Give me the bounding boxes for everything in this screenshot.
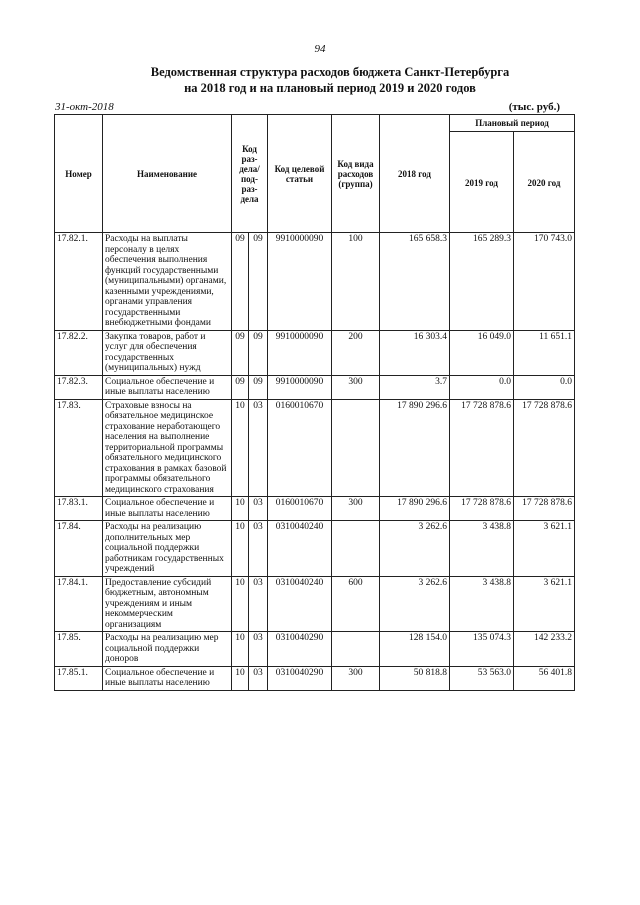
row-expense-type	[332, 399, 380, 497]
row-number: 17.83.	[55, 399, 103, 497]
document-date: 31-окт-2018	[55, 101, 114, 113]
row-value-2019: 3 438.8	[450, 521, 514, 577]
row-value-2018: 17 890 296.6	[380, 497, 450, 521]
table-row	[55, 399, 575, 497]
header-target-code: Код целевой статьи	[268, 115, 332, 233]
row-number: 17.82.3.	[55, 375, 103, 399]
header-planned-period: Плановый период	[450, 115, 575, 132]
row-section: 09	[232, 330, 249, 375]
row-value-2020: 17 728 878.6	[514, 399, 575, 497]
table-row	[55, 497, 575, 521]
row-number: 17.85.1.	[55, 666, 103, 690]
title-line-2: на 2018 год и на плановый период 2019 и 2020 годов	[184, 81, 476, 95]
header-year-2018: 2018 год	[380, 115, 450, 233]
row-expense-type: 100	[332, 233, 380, 331]
row-value-2018: 50 818.8	[380, 666, 450, 690]
row-subsection: 09	[249, 375, 268, 399]
row-expense-type: 300	[332, 375, 380, 399]
header-number: Номер	[55, 115, 103, 233]
row-section: 10	[232, 576, 249, 632]
row-target-code: 9910000090	[268, 233, 332, 331]
row-value-2018: 3 262.6	[380, 576, 450, 632]
row-value-2018: 17 890 296.6	[380, 399, 450, 497]
row-value-2018: 16 303.4	[380, 330, 450, 375]
header-expense-type-code: Код вида расходов (группа)	[332, 115, 380, 233]
header-section-code: Код раз-дела/ под-раз-дела	[232, 115, 268, 233]
row-subsection: 03	[249, 632, 268, 667]
row-section: 10	[232, 399, 249, 497]
row-name: Закупка товаров, работ и услуг для обеспечения государственных (муниципальных) нужд	[103, 330, 232, 375]
table-row	[55, 375, 575, 399]
row-subsection: 03	[249, 666, 268, 690]
units-label: (тыс. руб.)	[508, 101, 560, 113]
table-row	[55, 632, 575, 667]
row-subsection: 03	[249, 399, 268, 497]
row-expense-type: 600	[332, 576, 380, 632]
row-target-code: 0160010670	[268, 497, 332, 521]
row-target-code: 9910000090	[268, 375, 332, 399]
row-target-code: 0160010670	[268, 399, 332, 497]
row-section: 10	[232, 497, 249, 521]
header-year-2019: 2019 год	[450, 132, 514, 233]
row-subsection: 03	[249, 497, 268, 521]
row-value-2020: 3 621.1	[514, 521, 575, 577]
header-name: Наименование	[103, 115, 232, 233]
row-number: 17.84.	[55, 521, 103, 577]
row-section: 09	[232, 233, 249, 331]
row-subsection: 09	[249, 330, 268, 375]
row-number: 17.82.1.	[55, 233, 103, 331]
row-name: Социальное обеспечение и иные выплаты населению	[103, 497, 232, 521]
row-name: Социальное обеспечение и иные выплаты населению	[103, 375, 232, 399]
row-expense-type: 300	[332, 666, 380, 690]
row-section: 10	[232, 521, 249, 577]
row-value-2018: 3.7	[380, 375, 450, 399]
row-value-2019: 17 728 878.6	[450, 399, 514, 497]
row-number: 17.82.2.	[55, 330, 103, 375]
table-row	[55, 576, 575, 632]
header-row-1	[55, 115, 575, 132]
row-subsection: 03	[249, 576, 268, 632]
row-value-2019: 53 563.0	[450, 666, 514, 690]
row-target-code: 0310040290	[268, 632, 332, 667]
row-section: 09	[232, 375, 249, 399]
page-number: 94	[314, 43, 326, 55]
table-row	[55, 521, 575, 577]
row-section: 10	[232, 632, 249, 667]
row-number: 17.83.1.	[55, 497, 103, 521]
row-value-2019: 16 049.0	[450, 330, 514, 375]
table-row	[55, 233, 575, 331]
row-name: Расходы на выплаты персоналу в целях обеспечения выполнения функций государственными (муниципальными) органами, казенными учреждениями, органами управления государственными внебюджетными фондами	[103, 233, 232, 331]
row-value-2019: 135 074.3	[450, 632, 514, 667]
row-target-code: 0310040240	[268, 576, 332, 632]
table-row	[55, 666, 575, 690]
row-target-code: 0310040240	[268, 521, 332, 577]
row-subsection: 03	[249, 521, 268, 577]
row-value-2020: 56 401.8	[514, 666, 575, 690]
row-value-2020: 3 621.1	[514, 576, 575, 632]
header-year-2020: 2020 год	[514, 132, 575, 233]
row-value-2019: 0.0	[450, 375, 514, 399]
row-value-2020: 11 651.1	[514, 330, 575, 375]
row-expense-type: 300	[332, 497, 380, 521]
row-name: Социальное обеспечение и иные выплаты населению	[103, 666, 232, 690]
row-name: Предоставление субсидий бюджетным, автономным учреждениям и иным некоммерческим организациям	[103, 576, 232, 632]
row-value-2018: 128 154.0	[380, 632, 450, 667]
row-target-code: 9910000090	[268, 330, 332, 375]
table-row	[55, 330, 575, 375]
row-section: 10	[232, 666, 249, 690]
row-value-2020: 0.0	[514, 375, 575, 399]
row-name: Расходы на реализацию дополнительных мер социальной поддержки работникам государственных учреждений	[103, 521, 232, 577]
title-line-1: Ведомственная структура расходов бюджета Санкт-Петербурга	[150, 65, 510, 79]
row-number: 17.85.	[55, 632, 103, 667]
row-expense-type	[332, 521, 380, 577]
row-name: Расходы на реализацию мер социальной поддержки доноров	[103, 632, 232, 667]
row-value-2019: 165 289.3	[450, 233, 514, 331]
document-title	[60, 64, 600, 96]
table-body	[55, 233, 575, 691]
row-value-2020: 17 728 878.6	[514, 497, 575, 521]
row-subsection: 09	[249, 233, 268, 331]
row-value-2019: 3 438.8	[450, 576, 514, 632]
row-value-2018: 3 262.6	[380, 521, 450, 577]
row-name: Страховые взносы на обязательное медицинское страхование неработающего населения на выполнение территориальной программы обязательного медицинского страхования в рамках базовой программы обязательного медицинского страхования	[103, 399, 232, 497]
budget-table	[54, 114, 575, 691]
row-value-2019: 17 728 878.6	[450, 497, 514, 521]
row-expense-type	[332, 632, 380, 667]
row-number: 17.84.1.	[55, 576, 103, 632]
row-target-code: 0310040290	[268, 666, 332, 690]
row-value-2020: 142 233.2	[514, 632, 575, 667]
row-expense-type: 200	[332, 330, 380, 375]
row-value-2020: 170 743.0	[514, 233, 575, 331]
row-value-2018: 165 658.3	[380, 233, 450, 331]
